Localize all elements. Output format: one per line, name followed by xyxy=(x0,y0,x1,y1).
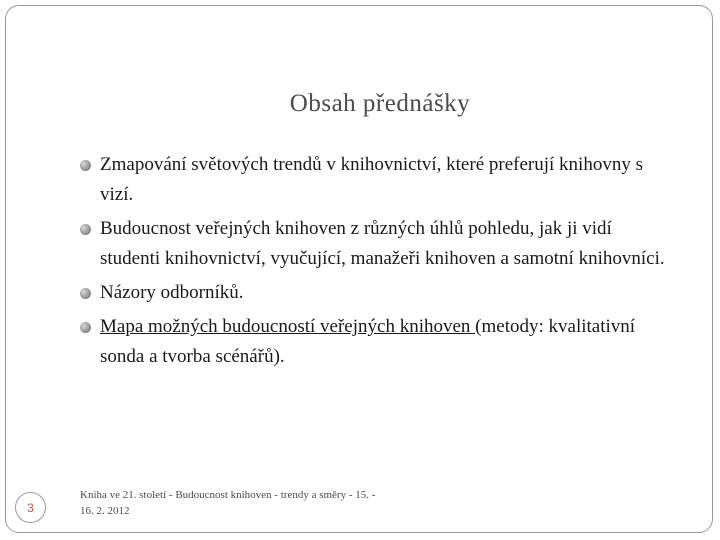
bullet-dot-icon xyxy=(80,288,91,299)
bullet-item xyxy=(80,150,670,210)
bullet-dot-icon xyxy=(80,322,91,333)
bullet-item xyxy=(80,312,670,372)
slide-footer: Kniha ve 21. století - Budoucnost knihoven - trendy a směry - 15. - 16. 2. 2012 xyxy=(80,489,376,517)
page-number: 3 xyxy=(27,500,34,515)
bullet-text: (metody: kvalitativní sonda a tvorba scénářů). xyxy=(100,316,636,367)
bullet-text: Budoucnost veřejných knihoven z různých úhlů pohledu, jak ji vidí studenti knihovnictví, vyučující, manažeři knihoven a samotní knihovníci. xyxy=(100,218,665,269)
bullet-dot-icon xyxy=(80,224,91,235)
page-number-badge xyxy=(15,492,46,523)
bullet-item xyxy=(80,214,670,274)
bullet-link[interactable]: Mapa možných budoucností veřejných knihoven xyxy=(100,316,476,337)
slide-title: Obsah přednášky xyxy=(289,90,471,117)
bullet-list xyxy=(80,150,670,376)
bullet-dot-icon xyxy=(80,160,91,171)
bullet-text: Názory odborníků. xyxy=(100,282,244,303)
bullet-text: Zmapování světových trendů v knihovnictví, které preferují knihovny s vizí. xyxy=(100,154,643,205)
bullet-item xyxy=(80,278,670,308)
